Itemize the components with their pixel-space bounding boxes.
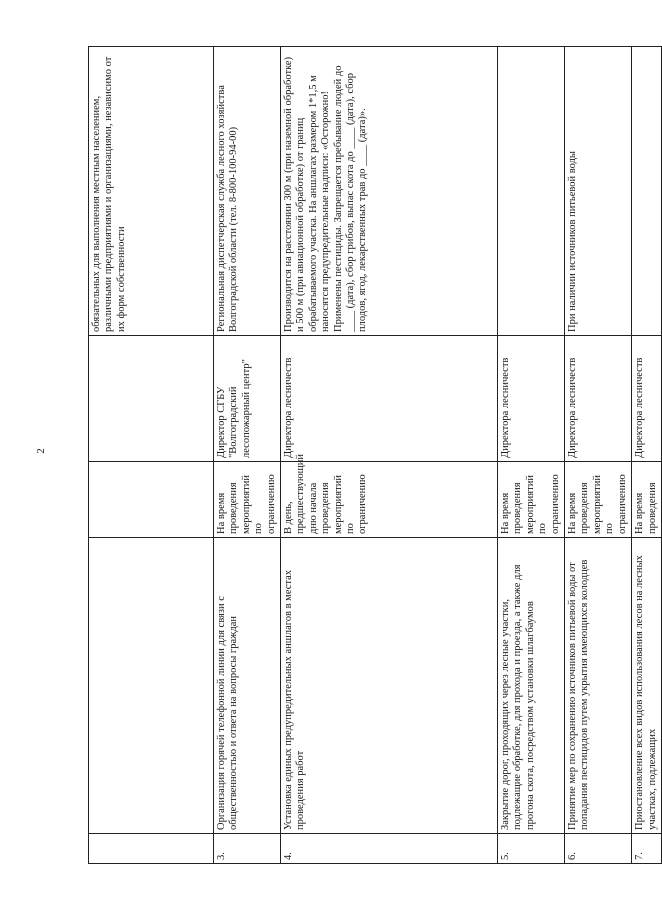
measure-cell: Установка единых предупредительных аншлагов в местах проведения работ <box>281 538 498 834</box>
notes-cell <box>632 47 662 336</box>
measures-table <box>88 46 662 864</box>
measure-cell <box>89 538 214 834</box>
notes-cell: обязательных для выполнения местным населением, различными предприятиями и организациями, независимо от их форм собственности <box>89 47 214 336</box>
row-number: 3. <box>214 834 281 864</box>
responsible-cell <box>89 336 214 462</box>
table-row <box>214 47 281 864</box>
notes-cell <box>498 47 565 336</box>
responsible-cell: Директора лесничеств <box>632 336 662 462</box>
row-number: 5. <box>498 834 565 864</box>
timing-cell: На время проведения мероприятий по ограничению <box>565 462 632 538</box>
row-number: 4. <box>281 834 498 864</box>
notes-cell: Региональная диспетчерская служба лесного хозяйства Волгоградской области (тел. 8-800-100-94-00) <box>214 47 281 336</box>
timing-cell: На время проведения мероприятий по ограничению <box>214 462 281 538</box>
table-row <box>632 47 662 864</box>
table-row <box>565 47 632 864</box>
measure-cell: Приостановление всех видов использования лесов на лесных участках, подлежащих <box>632 538 662 834</box>
table-row <box>89 47 214 864</box>
row-number: 6. <box>565 834 632 864</box>
notes-cell: Производится на расстоянии 300 м (при наземной обработке) и 500 м (при авиационной обработке) от границ обрабатываемого участка. На аншлагах размером 1*1,5 м наносятся предупредительные надписи: «Осторожно! Применены пестициды. Запрещается пребывание людей до ____ (дата), сбор грибов, выпас скота до ____ (дата), сбор плодов, ягод, лекарственных трав до ____ (дата)». <box>281 47 498 336</box>
row-number: 7. <box>632 834 662 864</box>
measure-cell: Принятие мер по сохранению источников питьевой воды от попадания пестицидов путем укрытия имеющихся колодцев <box>565 538 632 834</box>
table-row <box>281 47 498 864</box>
timing-cell: На время проведения мероприятий по ограничению <box>498 462 565 538</box>
table-row <box>498 47 565 864</box>
timing-cell <box>89 462 214 538</box>
responsible-cell: Директора лесничеств <box>565 336 632 462</box>
timing-cell: В день, предшествующий дню начала проведения мероприятий по ограничению <box>281 462 498 538</box>
row-number <box>89 834 214 864</box>
measures-table-container <box>88 47 658 864</box>
responsible-cell: Директора лесничеств <box>281 336 498 462</box>
notes-cell: При наличии источников питьевой воды <box>565 47 632 336</box>
page-number: 2 <box>34 448 47 454</box>
measure-cell: Организация горячей телефонной линии для связи с общественностью и ответа на вопросы граждан <box>214 538 281 834</box>
responsible-cell: Директора лесничеств <box>498 336 565 462</box>
measure-cell: Закрытие дорог, проходящих через лесные участки, подлежащие обработке, для прохода и проезда, а также для прогона скота, посредством установки шлагбаумов <box>498 538 565 834</box>
timing-cell: На время проведения <box>632 462 662 538</box>
responsible-cell: Директор СГБУ "Волгоградский лесопожарный центр" <box>214 336 281 462</box>
